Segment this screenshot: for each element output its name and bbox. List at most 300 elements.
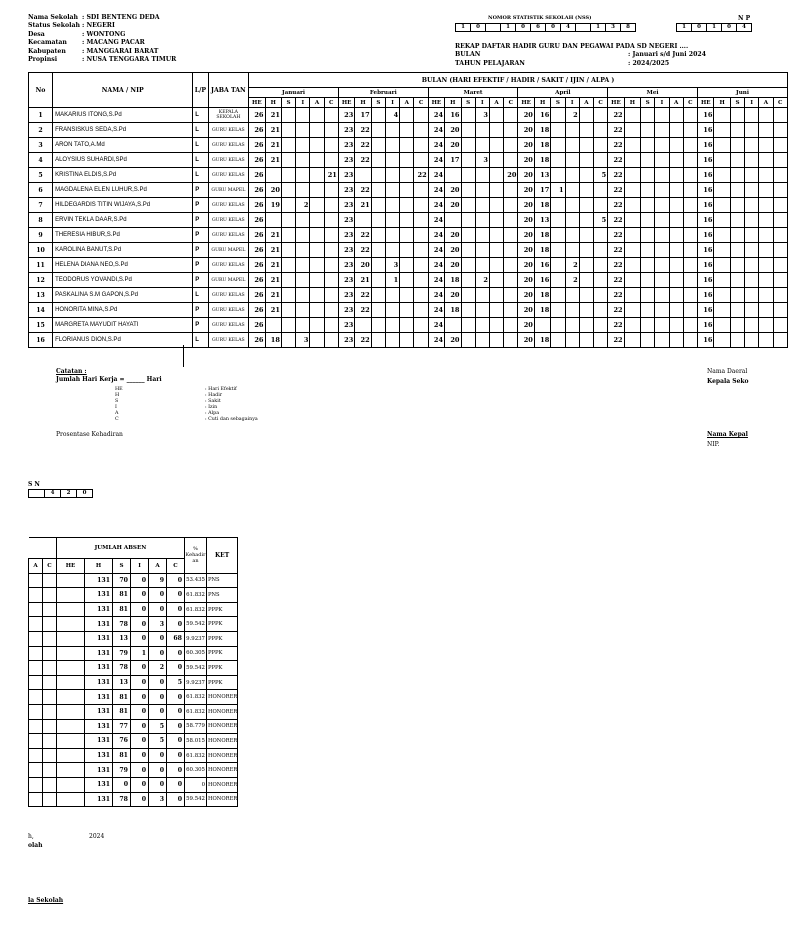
- summary-ket: HONORER: [207, 792, 238, 807]
- attendance-cell: 24: [428, 258, 444, 273]
- table-row: [29, 183, 788, 198]
- attendance-cell: [445, 318, 461, 333]
- attendance-cell: [773, 288, 787, 303]
- sub-header: H: [265, 98, 281, 108]
- attendance-cell: [730, 258, 744, 273]
- summary-cell: [57, 704, 85, 719]
- summary-value: 131: [85, 617, 113, 632]
- digit-cell: 1: [456, 24, 471, 31]
- row-jabatan: GURU MAPEL: [208, 273, 249, 288]
- attendance-cell: [745, 288, 759, 303]
- attendance-cell: 22: [608, 168, 624, 183]
- attendance-cell: 21: [355, 198, 371, 213]
- summary-value: 78: [113, 661, 131, 676]
- row-jabatan: KEPALA SEKOLAH: [208, 108, 249, 123]
- summary-row: [29, 748, 238, 763]
- attendance-cell: [551, 228, 565, 243]
- header-nama: NAMA / NIP: [53, 73, 193, 108]
- bottom-kepala: olah: [28, 842, 43, 849]
- attendance-cell: [759, 138, 773, 153]
- row-no: 5: [29, 168, 53, 183]
- attendance-cell: [579, 153, 593, 168]
- attendance-cell: [759, 213, 773, 228]
- attendance-cell: [385, 168, 399, 183]
- attendance-cell: [551, 213, 565, 228]
- row-jabatan: GURU KELAS: [208, 303, 249, 318]
- attendance-cell: 20: [445, 183, 461, 198]
- attendance-cell: [296, 183, 310, 198]
- summary-value: 0: [113, 777, 131, 792]
- sub-header: H: [714, 98, 730, 108]
- attendance-cell: 22: [608, 213, 624, 228]
- sub-header: C: [414, 98, 428, 108]
- summary-value: 0: [131, 704, 149, 719]
- attendance-cell: 4: [385, 108, 399, 123]
- attendance-cell: [745, 213, 759, 228]
- row-lp: L: [193, 288, 208, 303]
- summary-cell: [29, 792, 43, 807]
- attendance-cell: [714, 198, 730, 213]
- summary-value: 2: [149, 661, 167, 676]
- summary-cell: [57, 763, 85, 778]
- attendance-cell: 22: [608, 183, 624, 198]
- attendance-cell: 23: [338, 183, 354, 198]
- summary-cell: [29, 690, 43, 705]
- attendance-cell: [641, 123, 655, 138]
- attendance-cell: [730, 228, 744, 243]
- summary-header: JUMLAH ABSEN: [57, 538, 185, 559]
- attendance-cell: [773, 273, 787, 288]
- nss-box: [455, 23, 636, 32]
- attendance-cell: [565, 228, 579, 243]
- summary-cell: [43, 617, 57, 632]
- row-jabatan: GURU KELAS: [208, 168, 249, 183]
- attendance-cell: [489, 243, 503, 258]
- attendance-cell: [385, 243, 399, 258]
- row-nama: PASKALINA S.M GAPON,S.Pd: [53, 288, 193, 303]
- summary-row: [29, 661, 238, 676]
- summary-value: 0: [167, 602, 185, 617]
- attendance-cell: 22: [355, 138, 371, 153]
- attendance-cell: [579, 168, 593, 183]
- attendance-cell: 16: [698, 138, 714, 153]
- attendance-cell: [475, 168, 489, 183]
- attendance-cell: [714, 138, 730, 153]
- attendance-cell: [461, 108, 475, 123]
- attendance-cell: [730, 183, 744, 198]
- attendance-cell: [714, 318, 730, 333]
- attendance-cell: [730, 288, 744, 303]
- attendance-cell: [504, 138, 518, 153]
- attendance-cell: [655, 123, 669, 138]
- npsn-box: [676, 23, 752, 32]
- summary-row: [29, 617, 238, 632]
- attendance-cell: [745, 303, 759, 318]
- attendance-cell: [759, 153, 773, 168]
- row-nama: KAROLINA BANUT,S.Pd: [53, 243, 193, 258]
- summary-value: 0: [149, 690, 167, 705]
- attendance-cell: [281, 318, 295, 333]
- attendance-cell: [296, 168, 310, 183]
- attendance-cell: [296, 243, 310, 258]
- legend-desc: : Izin: [205, 405, 218, 410]
- attendance-cell: 13: [534, 213, 550, 228]
- table-row: [29, 273, 788, 288]
- attendance-cell: [475, 123, 489, 138]
- summary-value: 0: [131, 719, 149, 734]
- attendance-cell: [624, 288, 640, 303]
- table-row: [29, 168, 788, 183]
- sub-header: C: [504, 98, 518, 108]
- attendance-cell: [324, 138, 338, 153]
- summary-col: H: [85, 559, 113, 574]
- attendance-cell: 17: [534, 183, 550, 198]
- summary-cell: [29, 748, 43, 763]
- attendance-cell: 16: [698, 228, 714, 243]
- attendance-cell: [594, 153, 608, 168]
- attendance-cell: 20: [518, 183, 534, 198]
- attendance-cell: [745, 258, 759, 273]
- attendance-cell: [475, 333, 489, 348]
- attendance-cell: [594, 138, 608, 153]
- attendance-cell: [489, 183, 503, 198]
- row-lp: P: [193, 228, 208, 243]
- attendance-cell: [594, 228, 608, 243]
- attendance-cell: [579, 108, 593, 123]
- attendance-cell: [445, 213, 461, 228]
- sub-header: A: [669, 98, 683, 108]
- table-row: [29, 243, 788, 258]
- attendance-cell: [641, 138, 655, 153]
- summary-cell: [29, 734, 43, 749]
- attendance-cell: [714, 258, 730, 273]
- attendance-cell: [324, 228, 338, 243]
- attendance-cell: [565, 153, 579, 168]
- attendance-cell: 21: [265, 303, 281, 318]
- sub-header: S: [461, 98, 475, 108]
- attendance-cell: [551, 198, 565, 213]
- summary-row: [29, 573, 238, 588]
- attendance-cell: [489, 108, 503, 123]
- row-jabatan: GURU KELAS: [208, 228, 249, 243]
- attendance-cell: [414, 198, 428, 213]
- attendance-cell: [565, 213, 579, 228]
- summary-pct: 59.542: [185, 617, 207, 632]
- summary-cell: [57, 675, 85, 690]
- attendance-cell: [714, 333, 730, 348]
- attendance-cell: [281, 243, 295, 258]
- info-value: : MACANG PACAR: [82, 39, 145, 47]
- school-info-row: [28, 56, 176, 64]
- attendance-cell: [624, 123, 640, 138]
- attendance-cell: [310, 123, 324, 138]
- sub-header: H: [624, 98, 640, 108]
- attendance-cell: [281, 273, 295, 288]
- attendance-cell: [655, 183, 669, 198]
- attendance-cell: [461, 183, 475, 198]
- attendance-cell: 21: [265, 258, 281, 273]
- attendance-cell: 21: [355, 273, 371, 288]
- attendance-cell: [624, 213, 640, 228]
- attendance-cell: 24: [428, 138, 444, 153]
- summary-value: 5: [149, 734, 167, 749]
- attendance-cell: 22: [608, 228, 624, 243]
- column-divider: [183, 345, 184, 367]
- attendance-cell: [504, 213, 518, 228]
- attendance-cell: [579, 213, 593, 228]
- attendance-cell: 26: [249, 288, 265, 303]
- attendance-cell: [655, 198, 669, 213]
- info-key: Status Sekolah: [28, 22, 81, 30]
- month-header: Juni: [698, 88, 788, 98]
- attendance-cell: 16: [698, 213, 714, 228]
- attendance-cell: [594, 273, 608, 288]
- attendance-cell: 22: [355, 183, 371, 198]
- attendance-cell: [745, 123, 759, 138]
- attendance-cell: [461, 123, 475, 138]
- sub-header: HE: [338, 98, 354, 108]
- attendance-cell: [669, 288, 683, 303]
- attendance-cell: [641, 213, 655, 228]
- summary-cell: [57, 631, 85, 646]
- attendance-cell: [730, 108, 744, 123]
- summary-left-sub: C: [43, 559, 57, 574]
- summary-value: 0: [167, 792, 185, 807]
- attendance-cell: [504, 288, 518, 303]
- attendance-cell: 20: [445, 138, 461, 153]
- attendance-cell: [683, 183, 697, 198]
- attendance-cell: [565, 198, 579, 213]
- digit-cell: 0: [722, 24, 737, 31]
- attendance-cell: [579, 258, 593, 273]
- summary-cell: [43, 719, 57, 734]
- row-lp: P: [193, 303, 208, 318]
- attendance-cell: 16: [534, 273, 550, 288]
- attendance-cell: [296, 138, 310, 153]
- attendance-cell: [414, 183, 428, 198]
- summary-cell: [57, 719, 85, 734]
- sub-header: I: [385, 98, 399, 108]
- attendance-cell: [594, 123, 608, 138]
- legend-desc: : Alpa: [205, 411, 220, 416]
- summary-cell: [57, 588, 85, 603]
- sub-header: I: [296, 98, 310, 108]
- summary-value: 0: [167, 588, 185, 603]
- summary-cell: [43, 631, 57, 646]
- attendance-cell: 19: [265, 198, 281, 213]
- summary-value: 0: [149, 646, 167, 661]
- attendance-cell: [594, 288, 608, 303]
- attendance-cell: [385, 303, 399, 318]
- digit-cell: 0: [82, 490, 87, 496]
- attendance-cell: 2: [565, 258, 579, 273]
- attendance-cell: [400, 198, 414, 213]
- row-jabatan: GURU MAPEL: [208, 183, 249, 198]
- attendance-cell: [683, 138, 697, 153]
- sub-header: HE: [698, 98, 714, 108]
- attendance-cell: [759, 333, 773, 348]
- row-lp: L: [193, 108, 208, 123]
- attendance-cell: [414, 243, 428, 258]
- attendance-cell: [579, 333, 593, 348]
- attendance-cell: [504, 258, 518, 273]
- attendance-cell: [745, 138, 759, 153]
- summary-pct: 59.542: [185, 792, 207, 807]
- attendance-cell: [371, 333, 385, 348]
- attendance-cell: 22: [608, 198, 624, 213]
- attendance-cell: 26: [249, 183, 265, 198]
- attendance-cell: [773, 243, 787, 258]
- digit-cell: [29, 490, 45, 497]
- summary-value: 0: [167, 617, 185, 632]
- attendance-cell: [400, 288, 414, 303]
- attendance-cell: [730, 198, 744, 213]
- tahun-label: TAHUN PELAJARAN: [455, 59, 525, 67]
- attendance-table: [28, 72, 788, 348]
- attendance-cell: [714, 108, 730, 123]
- summary-cell: [43, 646, 57, 661]
- attendance-cell: [324, 213, 338, 228]
- row-lp: L: [193, 153, 208, 168]
- attendance-cell: [534, 318, 550, 333]
- attendance-cell: [414, 108, 428, 123]
- attendance-cell: [504, 108, 518, 123]
- attendance-cell: [414, 318, 428, 333]
- sub-header: H: [445, 98, 461, 108]
- attendance-cell: [281, 183, 295, 198]
- school-info-row: [28, 31, 176, 39]
- attendance-cell: 20: [518, 333, 534, 348]
- attendance-cell: [400, 138, 414, 153]
- summary-cell: [57, 661, 85, 676]
- attendance-cell: 20: [445, 123, 461, 138]
- summary-col: A: [149, 559, 167, 574]
- row-no: 14: [29, 303, 53, 318]
- attendance-cell: 20: [518, 198, 534, 213]
- attendance-cell: 22: [355, 288, 371, 303]
- rekap-title: REKAP DAFTAR HADIR GURU DAN PEGAWAI PADA SD NEGERI ....: [455, 43, 689, 50]
- attendance-cell: [714, 168, 730, 183]
- summary-value: 0: [167, 661, 185, 676]
- tahun-value: : 2024/2025: [628, 59, 670, 67]
- digit-cell: 4: [45, 490, 61, 497]
- attendance-cell: [565, 318, 579, 333]
- legend-desc: : Hari Efektif: [205, 387, 237, 392]
- attendance-cell: 2: [565, 273, 579, 288]
- attendance-cell: [310, 183, 324, 198]
- attendance-cell: [310, 303, 324, 318]
- row-lp: P: [193, 213, 208, 228]
- summary-cell: [29, 573, 43, 588]
- attendance-cell: [773, 168, 787, 183]
- attendance-table-wrap: [28, 72, 783, 348]
- attendance-cell: 22: [355, 228, 371, 243]
- summary-pct: 9.9237: [185, 675, 207, 690]
- attendance-cell: [475, 303, 489, 318]
- sub-header: HE: [428, 98, 444, 108]
- legend-row: [112, 417, 258, 423]
- attendance-cell: 22: [608, 288, 624, 303]
- attendance-cell: [371, 198, 385, 213]
- attendance-cell: [400, 243, 414, 258]
- bulan-label: BULAN: [455, 51, 481, 59]
- attendance-cell: [669, 243, 683, 258]
- attendance-cell: [641, 183, 655, 198]
- attendance-cell: [461, 138, 475, 153]
- attendance-cell: [669, 183, 683, 198]
- attendance-cell: [489, 273, 503, 288]
- attendance-cell: [371, 258, 385, 273]
- attendance-cell: [624, 333, 640, 348]
- attendance-cell: 24: [428, 183, 444, 198]
- attendance-cell: [730, 213, 744, 228]
- row-no: 6: [29, 183, 53, 198]
- summary-row: [29, 690, 238, 705]
- row-jabatan: GURU KELAS: [208, 123, 249, 138]
- attendance-cell: [565, 183, 579, 198]
- attendance-cell: 22: [355, 243, 371, 258]
- attendance-cell: 16: [698, 108, 714, 123]
- attendance-cell: 20: [518, 273, 534, 288]
- summary-row: [29, 763, 238, 778]
- sub-header: S: [551, 98, 565, 108]
- attendance-cell: [371, 318, 385, 333]
- summary-value: 0: [167, 719, 185, 734]
- row-lp: L: [193, 168, 208, 183]
- attendance-cell: [475, 258, 489, 273]
- summary-value: 3: [149, 617, 167, 632]
- sub-header: A: [489, 98, 503, 108]
- digit-cell: 1: [707, 24, 722, 31]
- attendance-cell: [310, 153, 324, 168]
- month-header: Mei: [608, 88, 698, 98]
- attendance-cell: [371, 108, 385, 123]
- attendance-cell: [624, 183, 640, 198]
- summary-value: 81: [113, 602, 131, 617]
- attendance-cell: [551, 258, 565, 273]
- summary-value: 1: [131, 646, 149, 661]
- attendance-cell: [655, 273, 669, 288]
- attendance-cell: [400, 318, 414, 333]
- sn-box: [28, 489, 93, 498]
- attendance-cell: 24: [428, 153, 444, 168]
- sub-header: I: [655, 98, 669, 108]
- attendance-cell: [759, 273, 773, 288]
- attendance-cell: [310, 258, 324, 273]
- summary-cell: [57, 777, 85, 792]
- attendance-cell: 16: [698, 198, 714, 213]
- attendance-cell: 24: [428, 123, 444, 138]
- summary-cell: [29, 763, 43, 778]
- attendance-cell: [414, 153, 428, 168]
- attendance-cell: [489, 258, 503, 273]
- attendance-cell: [385, 123, 399, 138]
- sub-header: S: [641, 98, 655, 108]
- digit-cell: 0: [692, 24, 707, 31]
- summary-value: 3: [149, 792, 167, 807]
- attendance-cell: [669, 333, 683, 348]
- attendance-cell: [641, 153, 655, 168]
- attendance-cell: [461, 198, 475, 213]
- kepala-sekolah-label: Kepala Seko: [707, 378, 749, 385]
- attendance-cell: 22: [608, 318, 624, 333]
- attendance-cell: [355, 318, 371, 333]
- attendance-cell: [475, 198, 489, 213]
- summary-pct: 61.832: [185, 602, 207, 617]
- attendance-cell: [371, 213, 385, 228]
- attendance-cell: [371, 228, 385, 243]
- digit-cell: 3: [606, 24, 621, 31]
